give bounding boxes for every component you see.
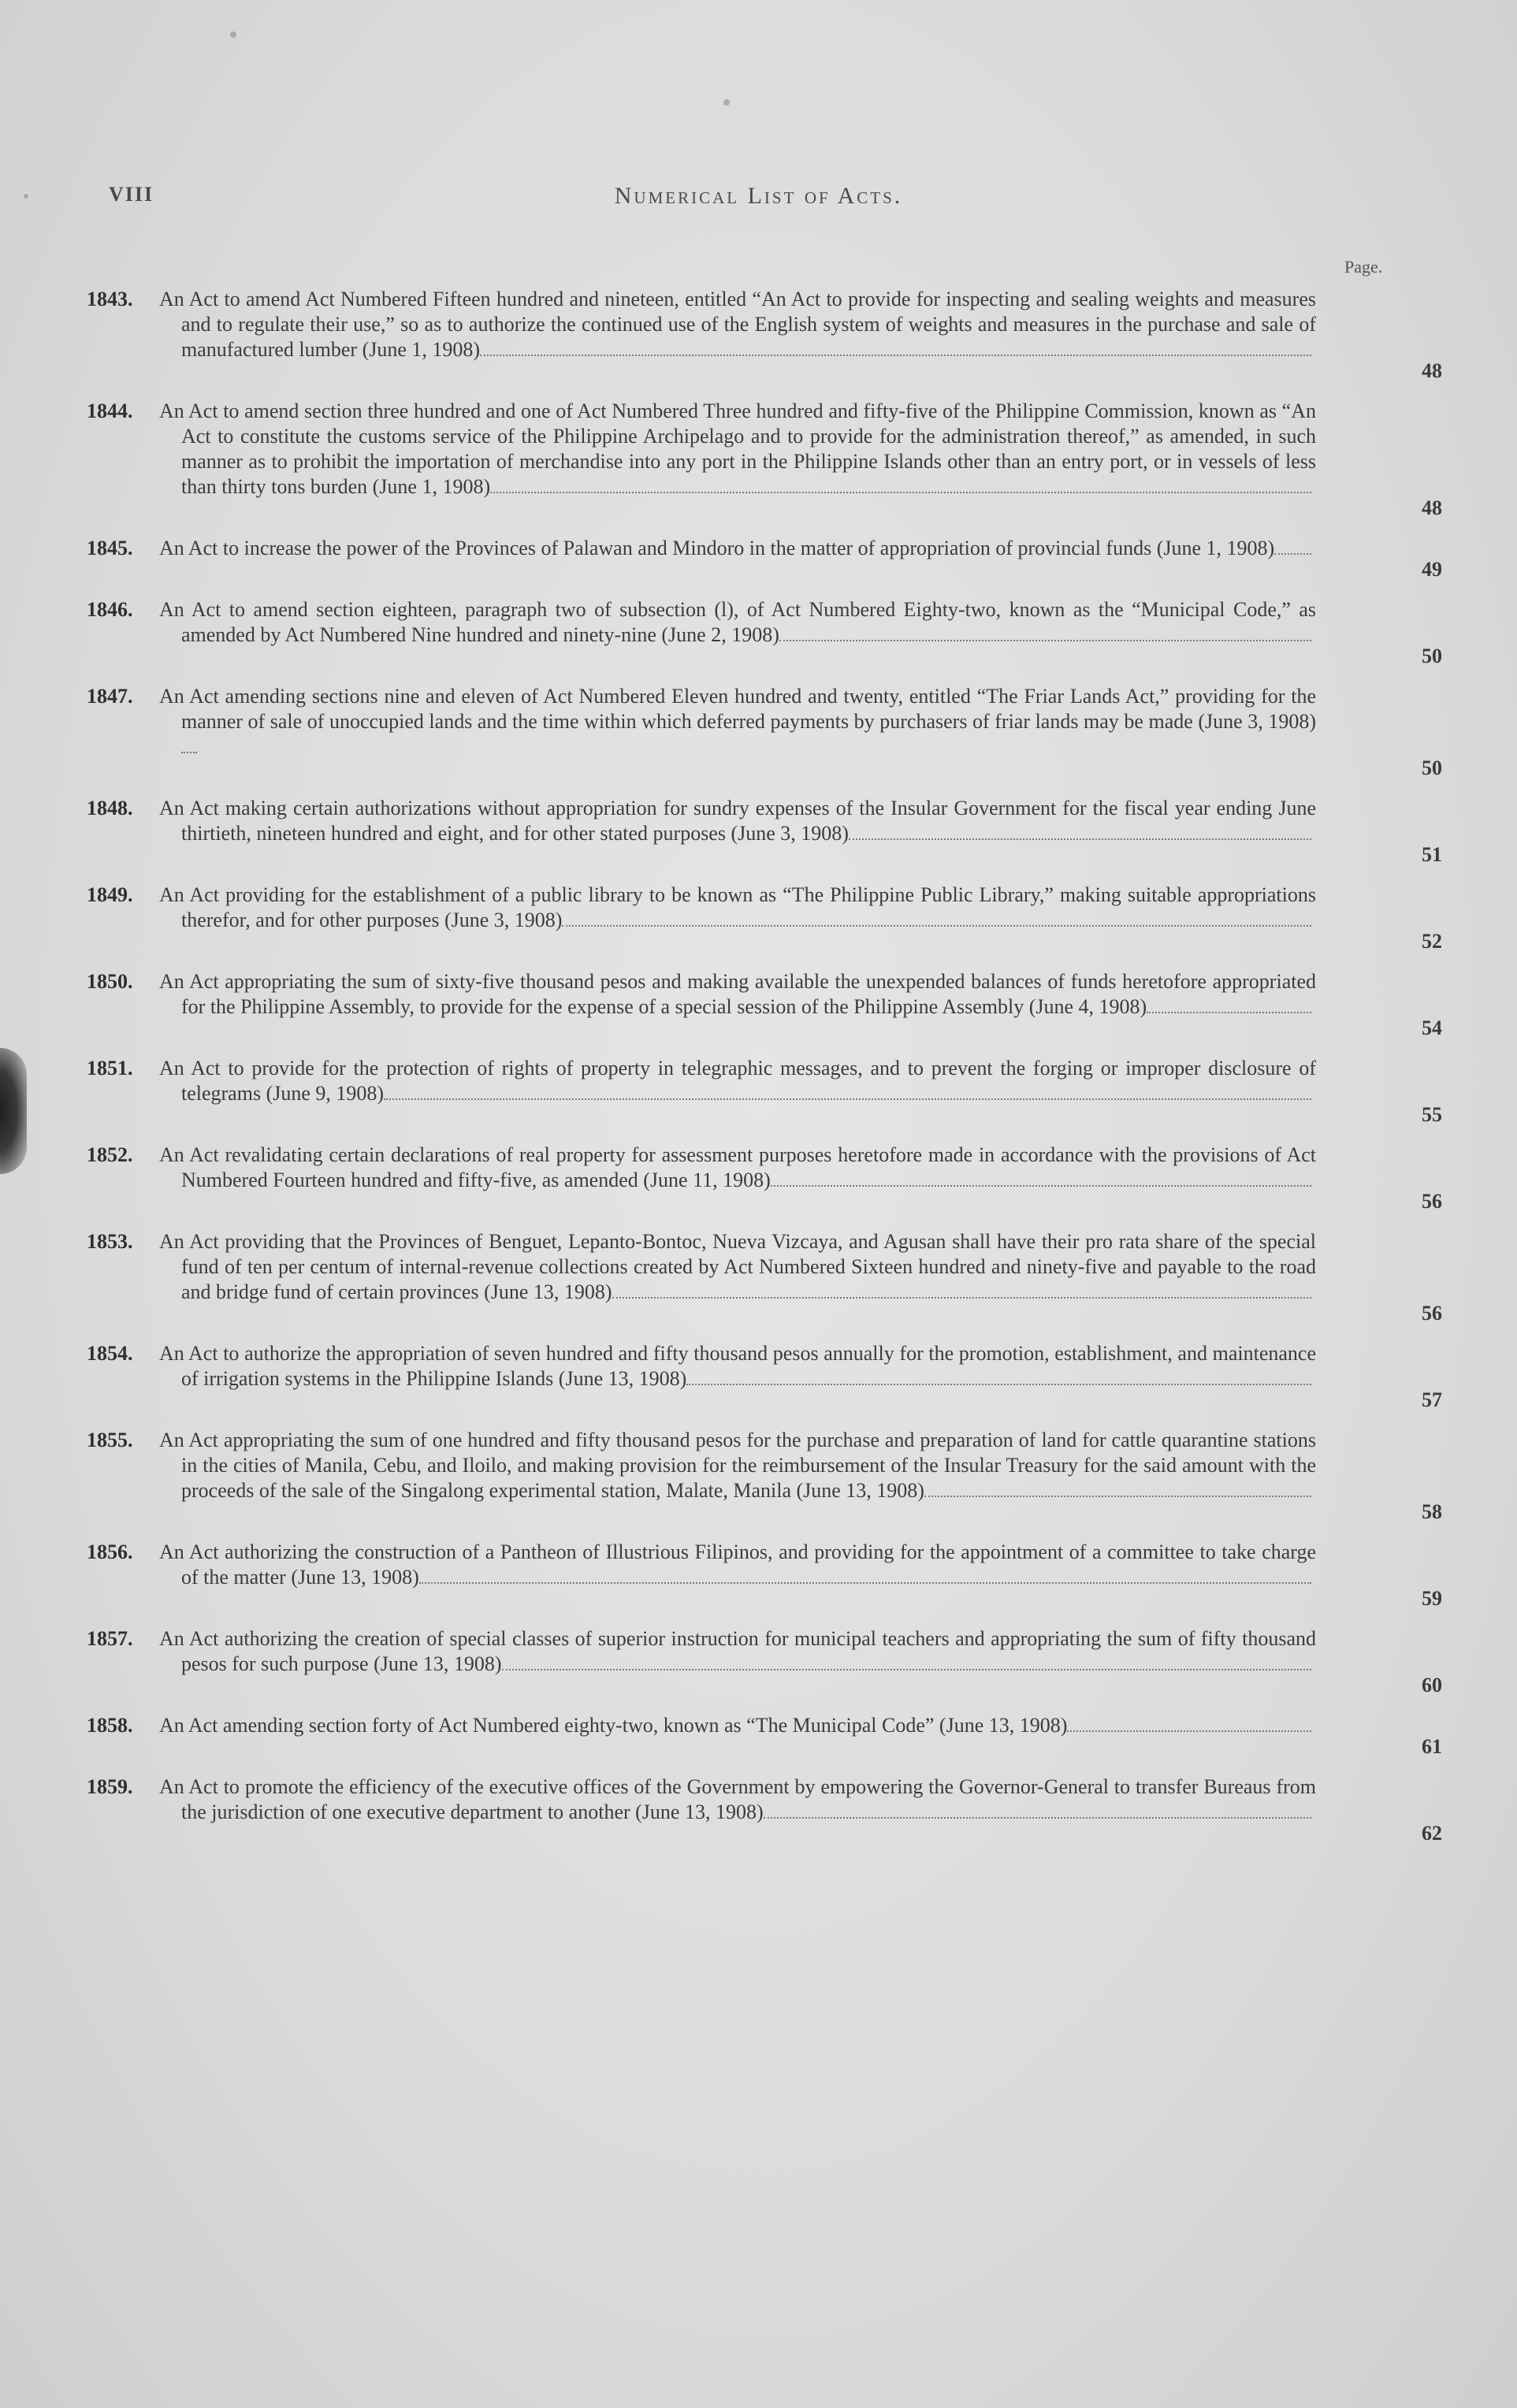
act-page-number: 48	[1422, 496, 1442, 519]
act-number: 1844.	[87, 399, 133, 422]
act-entry-body	[87, 1341, 1316, 1392]
act-title: An Act to amend Act Numbered Fifteen hundred and nineteen, entitled “An Act to provide for inspecting and sealing weights and measures and to regulate their use,” so as to authorize the continued use of the English system of weights and measures in the purchase and sale of manufactured lumber (June 1, 1908)	[159, 288, 1316, 361]
act-entry	[87, 1229, 1442, 1327]
act-title: An Act amending sections nine and eleven of Act Numbered Eleven hundred and twenty, entitled “The Friar Lands Act,” providing for the manner of sale of unoccupied lands and the time within which deferred payments by purchasers of friar lands may be made (June 3, 1908)	[159, 685, 1316, 733]
act-number: 1859.	[87, 1775, 133, 1798]
act-title: An Act amending section forty of Act Numbered eighty-two, known as “The Municipal Code” (June 13, 1908)	[159, 1714, 1068, 1737]
act-entry	[87, 1143, 1442, 1215]
act-entry	[87, 287, 1442, 385]
act-title: An Act authorizing the construction of a Pantheon of Illustrious Filipinos, and providing for the appointment of a committee to take charge of the matter (June 13, 1908)	[159, 1540, 1316, 1589]
act-title: An Act providing for the establishment of a public library to be known as “The Philippine Public Library,” making suitable appropriations therefor, and for other purposes (June 3, 1908)	[159, 883, 1316, 931]
acts-list	[87, 273, 1442, 1847]
act-entry	[87, 399, 1442, 522]
act-page-number: 51	[1422, 843, 1442, 866]
act-title: An Act to authorize the appropriation of seven hundred and fifty thousand pesos annually for the promotion, establishment, and maintenance of irrigation systems in the Philippine Islands (June 13, 1908)	[159, 1342, 1316, 1390]
act-page-number: 60	[1422, 1674, 1442, 1696]
act-entry-body	[87, 1626, 1316, 1677]
act-title: An Act appropriating the sum of one hundred and fifty thousand pesos for the purchase and preparation of land for cattle quarantine stations in the cities of Manila, Cebu, and Iloilo, and making provision for the reimbursement of the Insular Treasury for the said amount with the proceeds of the sale of the Singalong experimental station, Malate, Manila (June 13, 1908)	[159, 1429, 1316, 1502]
dot-leader	[1067, 1719, 1311, 1732]
act-number: 1852.	[87, 1143, 133, 1166]
page-column-label: Page.	[1344, 257, 1383, 277]
dot-leader	[924, 1485, 1311, 1497]
dot-leader	[1274, 542, 1311, 555]
act-title: An Act providing that the Provinces of Benguet, Lepanto-Bontoc, Nueva Vizcaya, and Agusan shall have their pro rata share of the special fund of ten per centum of internal-revenue collections created by Act Numbered Sixteen hundred and ninety-five and payable to the road and bridge fund of certain provinces (June 13, 1908)	[159, 1230, 1316, 1303]
act-page-number: 56	[1422, 1190, 1442, 1213]
running-title: Numerical List of Acts.	[614, 183, 903, 209]
act-entry-body	[87, 883, 1316, 933]
paper-speck	[230, 32, 236, 38]
act-number: 1857.	[87, 1627, 133, 1650]
act-entry	[87, 1540, 1442, 1612]
dot-leader	[686, 1373, 1311, 1385]
act-number: 1848.	[87, 797, 133, 819]
act-page-number: 54	[1422, 1016, 1442, 1039]
act-entry	[87, 796, 1442, 868]
act-entry-body	[87, 1056, 1316, 1106]
act-page-number: 49	[1422, 558, 1442, 581]
dot-leader	[480, 344, 1311, 356]
act-title: An Act making certain authorizations without appropriation for sundry expenses of the Insular Government for the fiscal year ending June thirtieth, nineteen hundred and eight, and for other stated purposes (June 3, 1908)	[159, 797, 1316, 845]
dot-leader	[849, 827, 1311, 840]
act-entry-body	[87, 1428, 1316, 1503]
act-number: 1843.	[87, 288, 133, 310]
act-page-number: 50	[1422, 756, 1442, 779]
act-number: 1846.	[87, 598, 133, 621]
act-entry-body	[87, 1774, 1316, 1825]
dot-leader	[764, 1806, 1311, 1819]
act-entry-body	[87, 1143, 1316, 1193]
act-page-number: 55	[1422, 1103, 1442, 1126]
act-number: 1850.	[87, 970, 133, 993]
paper-speck	[723, 99, 730, 106]
act-page-number: 48	[1422, 359, 1442, 382]
act-entry-body	[87, 684, 1316, 760]
act-number: 1855.	[87, 1429, 133, 1451]
act-page-number: 52	[1422, 930, 1442, 953]
act-entry-body	[87, 1713, 1316, 1738]
act-page-number: 50	[1422, 645, 1442, 667]
dot-leader	[612, 1286, 1311, 1299]
dot-leader	[502, 1658, 1311, 1670]
act-entry	[87, 969, 1442, 1042]
act-entry-body	[87, 796, 1316, 846]
act-title: An Act authorizing the creation of special classes of superior instruction for municipal teachers and appropriating the sum of fifty thousand pesos for such purpose (June 13, 1908)	[159, 1627, 1316, 1675]
act-page-number: 59	[1422, 1587, 1442, 1610]
act-entry-body	[87, 287, 1316, 362]
act-number: 1851.	[87, 1057, 133, 1080]
act-number: 1845.	[87, 537, 133, 559]
act-title: An Act appropriating the sum of sixty-five thousand pesos and making available the unexpended balances of funds heretofore appropriated for the Philippine Assembly, to provide for the expense of a special session of the Philippine Assembly (June 4, 1908)	[159, 970, 1316, 1018]
act-entry-body	[87, 597, 1316, 648]
act-entry-body	[87, 969, 1316, 1020]
page-header	[0, 183, 1517, 214]
act-number: 1853.	[87, 1230, 133, 1253]
dot-leader	[419, 1571, 1311, 1584]
act-title: An Act to increase the power of the Provinces of Palawan and Mindoro in the matter of appropriation of provincial funds (June 1, 1908)	[159, 537, 1275, 559]
act-page-number: 56	[1422, 1302, 1442, 1325]
binding-shadow	[0, 1048, 27, 1174]
act-entry-body	[87, 536, 1316, 561]
dot-leader	[771, 1174, 1311, 1187]
act-entry	[87, 1056, 1442, 1128]
page-number: VIII	[109, 183, 154, 206]
act-title: An Act to amend section three hundred and one of Act Numbered Three hundred and fifty-five of the Philippine Commission, known as “An Act to constitute the customs service of the Philippine Archipelago and to provide for the administration thereof,” as amended, in such manner as to prohibit the importation of merchandise into any port in the Philippine Islands other than an entry port, or in vessels of less than thirty tons burden (June 1, 1908)	[159, 399, 1316, 498]
act-entry	[87, 597, 1442, 670]
act-entry-body	[87, 1229, 1316, 1305]
act-title: An Act revalidating certain declarations of real property for assessment purposes heretofore made in accordance with the provisions of Act Numbered Fourteen hundred and fifty-five, as amended (June 11, 1908)	[159, 1143, 1316, 1191]
act-entry	[87, 536, 1442, 583]
act-number: 1858.	[87, 1714, 133, 1737]
act-page-number: 58	[1422, 1500, 1442, 1523]
act-entry-body	[87, 1540, 1316, 1590]
act-entry-body	[87, 399, 1316, 500]
dot-leader	[181, 741, 197, 753]
act-title: An Act to amend section eighteen, paragraph two of subsection (l), of Act Numbered Eighty-two, known as the “Municipal Code,” as amended by Act Numbered Nine hundred and ninety-nine (June 2, 1908)	[159, 598, 1316, 646]
act-entry	[87, 684, 1442, 782]
act-entry	[87, 1626, 1442, 1699]
act-entry	[87, 1341, 1442, 1414]
act-entry	[87, 1428, 1442, 1525]
act-number: 1849.	[87, 883, 133, 906]
act-number: 1856.	[87, 1540, 133, 1563]
act-page-number: 61	[1422, 1735, 1442, 1758]
act-number: 1847.	[87, 685, 133, 708]
act-page-number: 57	[1422, 1388, 1442, 1411]
dot-leader	[1147, 1001, 1311, 1013]
dot-leader	[490, 481, 1311, 493]
act-title: An Act to promote the efficiency of the executive offices of the Government by empowering the Governor-General to transfer Bureaus from the jurisdiction of one executive department to another (June 13, 1908)	[159, 1775, 1316, 1823]
act-entry	[87, 1774, 1442, 1847]
act-entry	[87, 883, 1442, 955]
dot-leader	[384, 1087, 1311, 1100]
act-number: 1854.	[87, 1342, 133, 1365]
act-entry	[87, 1713, 1442, 1760]
dot-leader	[779, 629, 1311, 641]
act-page-number: 62	[1422, 1822, 1442, 1845]
dot-leader	[562, 914, 1311, 927]
act-title: An Act to provide for the protection of rights of property in telegraphic messages, and to prevent the forging or improper disclosure of telegrams (June 9, 1908)	[159, 1057, 1316, 1105]
